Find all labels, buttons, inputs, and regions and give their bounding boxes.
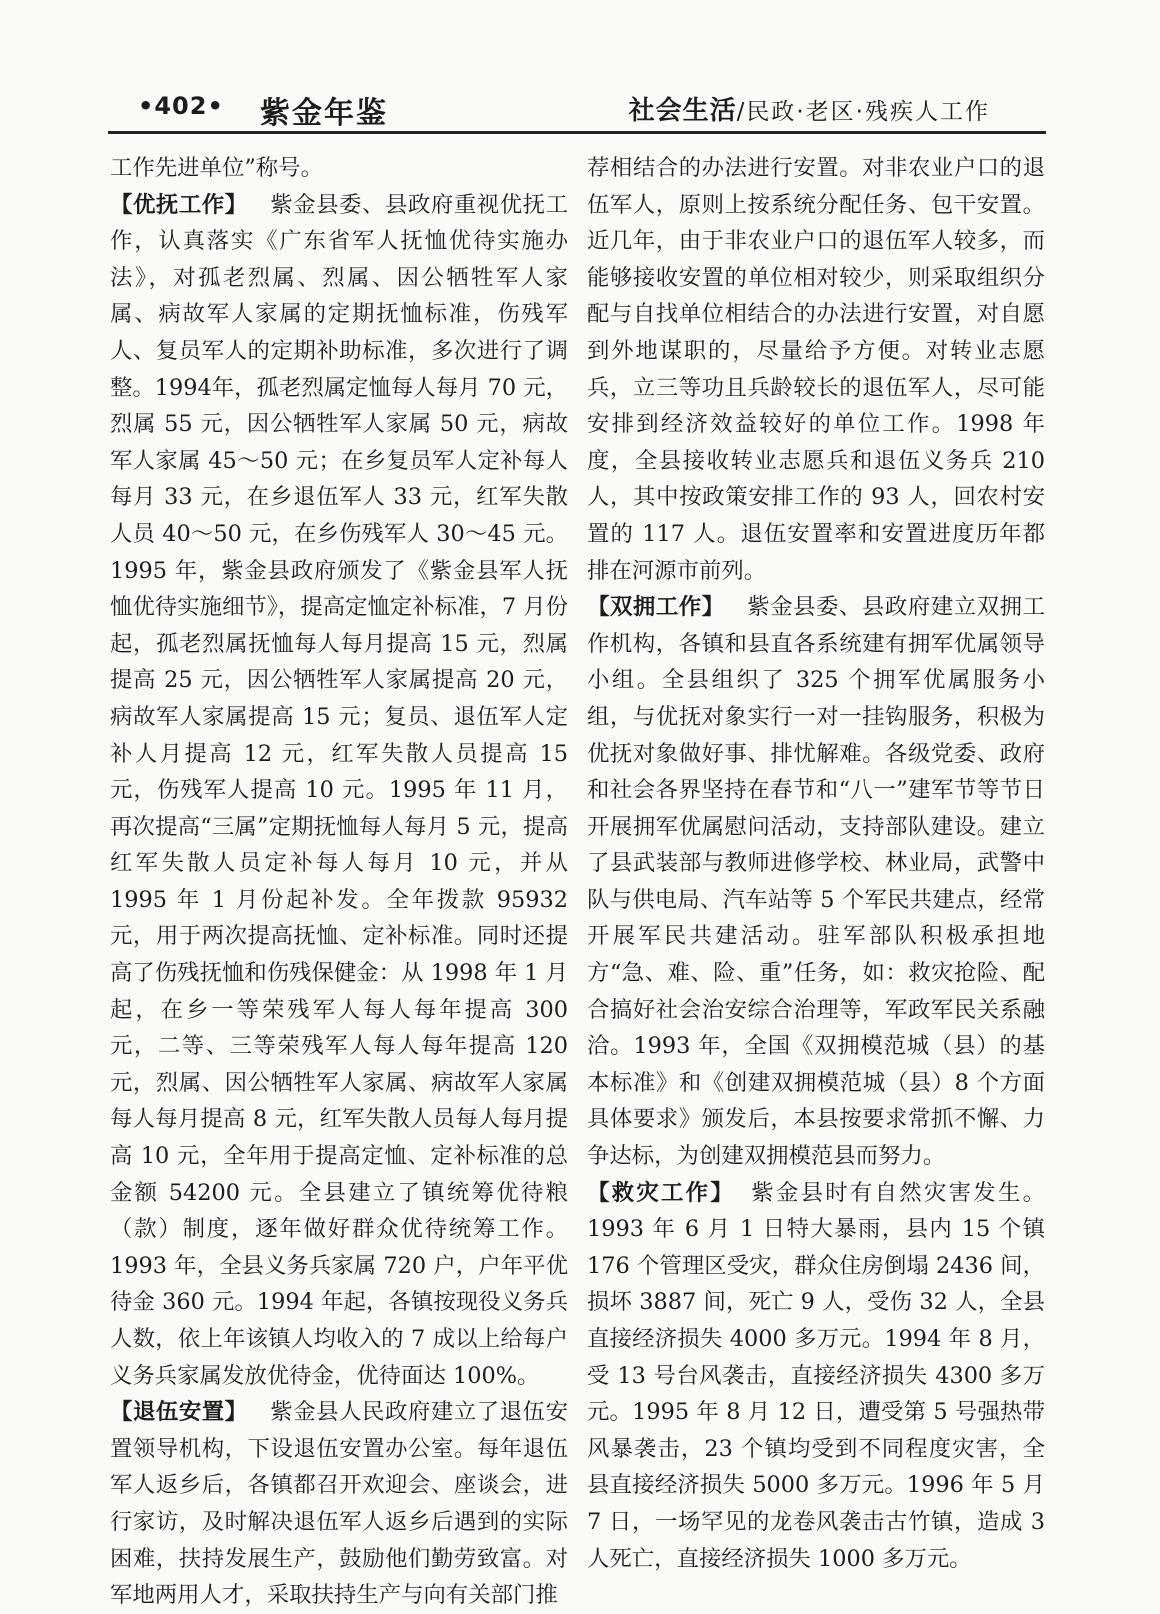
left-column — [110, 150, 568, 1614]
jiuzai-paragraph — [587, 1175, 1045, 1578]
section-main: 社会生活 — [628, 96, 737, 126]
tuiwu-paragraph — [110, 1394, 568, 1614]
youfu-heading: 【优抚工作】 — [110, 191, 248, 218]
continued-paragraph: 工作先进单位”称号。 — [110, 155, 323, 181]
youfu-paragraph — [110, 187, 568, 1395]
youfu-body: 紫金县委、县政府重视优抚工作，认真落实《广东省军人抚恤优待实施办法》，对孤老烈属、烈属、因公牺牲军人家属、病故军人家属的定期抚恤标准，伤残军人、复员军人的定期补助标准，多次进行了调整。1994年，孤老烈属定恤每人每月 70 元，烈属 55 元，因公牺牲军人家属 50 元，病故军人家属 45～50 元；在乡复员军人定补每人每月 33 元，在乡退伍军人 33 元，红军失散人员 40～50 元，在乡伤残军人 30～45 元。1995 年，紫金县政府颁发了《紫金县军人抚恤优待实施细节》，提高定恤定补标准，7 月份起，孤老烈属抚恤每人每月提高 15 元，烈属提高 25 元，因公牺牲军人家属提高 20 元，病故军人家属提高 15 元；复员、退伍军人定补人月提高 12 元，红军失散人员提高 15 元，伤残军人提高 10 元。1995 年 11 月，再次提高“三属”定期抚恤每人每月 5 元，提高红军失散人员定补每人每月 10 元，并从 1995 年 1 月份起补发。全年拨款 95932 元，用于两次提高抚恤、定补标准。同时还提高了伤残抚恤和伤残保健金：从 1998 年 1 月起，在乡一等荣残军人每人每年提高 300 元，二等、三等荣残军人每人每年提高 120 元，烈属、因公牺牲军人家属、病故军人家属每人每月提高 8 元，红军失散人员每人每月提高 10 元，全年用于提高定恤、定补标准的总金额 54200 元。全县建立了镇统筹优待粮（款）制度，逐年做好群众优待统筹工作。1993 年，全县义务兵家属 720 户，户年平优待金 360 元。1994 年起，各镇按现役义务兵人数，依上年该镇人均收入的 7 成以上给每户义务兵家属发放优待金，优待面达 100%。 — [110, 191, 569, 1389]
jiuzai-heading: 【救灾工作】 — [587, 1179, 735, 1206]
book-title: 紫金年鉴 — [260, 96, 388, 131]
header-rule — [108, 131, 1046, 134]
continued-paragraph: 荐相结合的办法进行安置。对非农业户口的退伍军人，原则上按系统分配任务、包干安置。近几年，由于非农业户口的退伍军人较多，而能够接收安置的单位相对较少，则采取组织分配与自找单位相结合的办法进行安置，对自愿到外地谋职的，尽量给予方便。对转业志愿兵，立三等功且兵龄较长的退伍军人，尽可能安排到经济效益较好的单位工作。1998 年度，全县接收转业志愿兵和退伍义务兵 210 人，其中按政策安排工作的 93 人，回农村安置的 117 人。退伍安置率和安置进度历年都排在河源市前列。 — [587, 155, 1045, 584]
page-header — [110, 84, 1050, 132]
tuiwu-body: 紫金县人民政府建立了退伍安置领导机构，下设退伍安置办公室。每年退伍军人返乡后，各镇都召开欢迎会、座谈会，进行家访，及时解决退伍军人返乡后遇到的实际困难，扶持发展生产，鼓励他们勤劳致富。对军地两用人才，采取扶持生产与向有关部门推 — [110, 1399, 569, 1609]
section-title — [629, 90, 990, 127]
shuangyong-heading: 【双拥工作】 — [587, 594, 725, 621]
tuiwu-heading: 【退伍安置】 — [110, 1399, 248, 1426]
shuangyong-body: 紫金县委、县政府建立双拥工作机构，各镇和县直各系统建有拥军优属领导小组。全县组织了 325 个拥军优属服务小组，与优抚对象实行一对一挂钩服务，积极为优抚对象做好事、排忧解难。各级党委、政府和社会各界坚持在春节和“八一”建军节等节日开展拥军优属慰问活动，支持部队建设。建立了县武装部与教师进修学校、林业局，武警中队与供电局、汽车站等 5 个军民共建点，经常开展军民共建活动。驻军部队积极承担地方“急、难、险、重”任务，如：救灾抢险、配合搞好社会治安综合治理等，军政军民关系融洽。1993 年，全国《双拥模范城（县）的基本标准》和《创建双拥模范城（县）8 个方面具体要求》颁发后，本县按要求常抓不懈、力争达标，为创建双拥模范县而努力。 — [587, 594, 1046, 1170]
page-number: •402• — [138, 92, 224, 120]
jiuzai-body: 紫金县时有自然灾害发生。1993 年 6 月 1 日特大暴雨，县内 15 个镇 176 个管理区受灾，群众住房倒塌 2436 间，损坏 3887 间，死亡 9 人，受伤 32 人，全县直接经济损失 4000 多万元。1994 年 8 月，受 13 号台风袭击，直接经济损失 4300 多万元。1995 年 8 月 12 日，遭受第 5 号强热带风暴袭击，23 个镇均受到不同程度灾害，全县直接经济损失 5000 多万元。1996 年 5 月 7 日，一场罕见的龙卷风袭击古竹镇，造成 3 人死亡，直接经济损失 1000 多万元。 — [587, 1179, 1045, 1572]
shuangyong-paragraph — [587, 589, 1045, 1175]
right-column — [587, 150, 1045, 1577]
section-sub: /民政·老区·残疾人工作 — [736, 99, 990, 125]
